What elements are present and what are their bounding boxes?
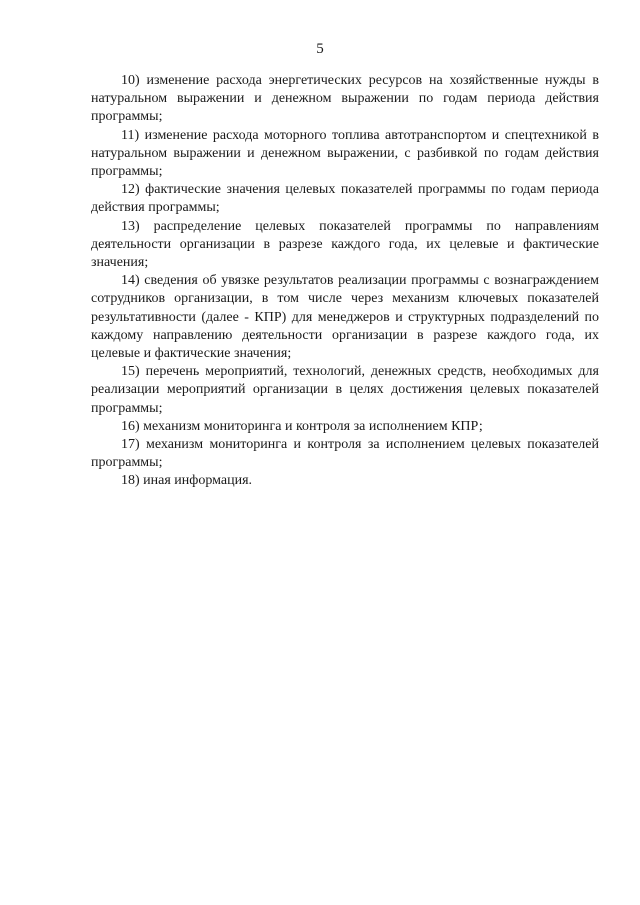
list-item-12: 12) фактические значения целевых показателей программы по годам периода действия программы; [91,182,599,216]
list-item-18: 18) иная информация. [121,473,253,489]
list-item-13: 13) распределение целевых показателей программы по направлениям деятельности организации в разрезе каждого года, их целевые и фактические значения; [91,218,599,271]
list-item-16: 16) механизм мониторинга и контроля за исполнением КПР; [121,418,483,434]
list-item-14: 14) сведения об увязке результатов реализации программы с вознаграждением сотрудников организации, в том числе через механизм ключевых показателей результативности (далее - КПР) для менеджеров и структурных подразделений по каждому направлению деятельности организации в разрезе каждого года, их целевые и фактические значения; [91,273,599,362]
list-item-11: 11) изменение расхода моторного топлива автотранспортом и спецтехникой в натуральном выражении и денежном выражении, с разбивкой по годам действия программы; [91,127,599,180]
list-item-17: 17) механизм мониторинга и контроля за исполнением целевых показателей программы; [91,437,599,471]
page-number: 5 [316,41,324,57]
list-item-15: 15) перечень мероприятий, технологий, денежных средств, необходимых для реализации мероприятий организации в целях достижения целевых показателей программы; [91,364,599,416]
list-of-program-contents [91,72,599,491]
list-item-10: 10) изменение расхода энергетических ресурсов на хозяйственные нужды в натуральном выражении и денежном выражении по годам периода действия программы; [91,73,599,125]
